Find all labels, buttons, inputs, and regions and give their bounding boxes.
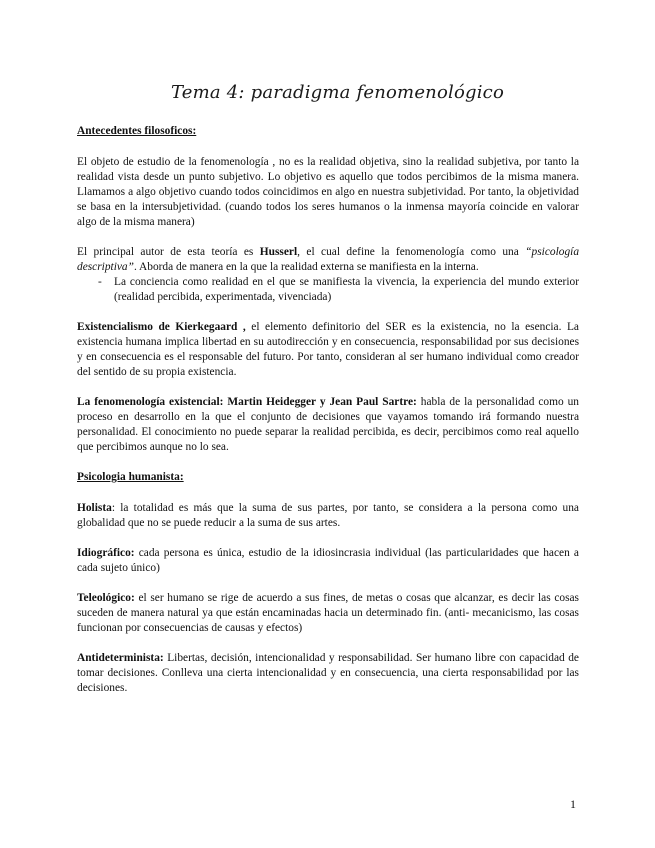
paragraph-husserl (77, 245, 579, 275)
term-text: cada persona es única, estudio de la idiosincrasia individual (las particularidades que hacen a cada sujeto único) (77, 547, 579, 574)
term-bold: Idiográfico: (77, 547, 135, 559)
paragraph-teleologico (77, 591, 579, 636)
document-body (77, 124, 579, 711)
term-bold: Antideterminista: (77, 652, 164, 664)
section-heading-psicologia-humanista: Psicologia humanista: (77, 471, 184, 483)
paragraph-fenomenologia-existencial-text: habla de la personalidad como un proceso en desarrollo en la que el conjunto de decisiones que vayamos tomando irá formando nuestra personalidad. El conocimiento no puede separar la realidad percibida, es decir, percibimos como real aquello que percibimos aunque no lo sea. (77, 396, 579, 453)
paragraph-husserl-text-c: . Aborda de manera en la que la realidad externa se manifiesta en la interna. (133, 261, 479, 273)
term-text: Libertas, decisión, intencionalidad y responsabilidad. Ser humano libre con capacidad de tomar decisiones. Conlleva una cierta intencionalidad y en consecuencia, una cierta responsabilidad por las decisiones. (77, 652, 579, 694)
paragraph-husserl-text-a: El principal autor de esta teoría es (77, 246, 260, 258)
fenomenologia-existencial-bold: La fenomenología existencial: Martin Heidegger y Jean Paul Sartre: (77, 396, 417, 408)
husserl-bold: Husserl (259, 246, 298, 258)
bullet-list (77, 275, 579, 305)
paragraph-holista (77, 501, 579, 531)
bullet-text: La conciencia como realidad en el que se manifiesta la vivencia, la experiencia del mundo exterior (realidad percibida, experimentada, vivenciada) (114, 276, 579, 303)
section-heading-antecedentes: Antecedentes filosoficos: (77, 125, 197, 137)
paragraph-husserl-text-b: , el cual define la fenomenología como una (297, 246, 526, 258)
bullet-dash: - (98, 276, 102, 288)
page-number: 1 (570, 797, 576, 811)
paragraph-antideterminista (77, 651, 579, 696)
paragraph-fenomenologia-existencial (77, 395, 579, 455)
psicologia-descriptiva-italic: “psicología descriptiva” (77, 246, 580, 273)
kierkegaard-bold: Existencialismo de Kierkegaard , (77, 321, 246, 333)
term-text: el ser humano se rige de acuerdo a sus fines, de metas o cosas que alcanzar, es decir las cosas suceden de manera natural ya que están encaminadas hacia un determinado fin. (anti- mecanicismo, las cosas funcionan por consecuencias de causas y efectos) (77, 592, 579, 634)
list-item (77, 275, 579, 305)
paragraph-objeto-estudio: El objeto de estudio de la fenomenología , no es la realidad objetiva, sino la realidad subjetiva, por tanto la realidad vista desde un punto subjetivo. Lo objetivo es aquello que todos percibimos de la misma manera. Llamamos a algo objetivo cuando todos coincidimos en algo en nuestra subjetividad. Por tanto, la objetividad se basa en la intersubjetividad. (cuando todos los seres humanos o la inmensa mayoría coincide en valorar algo de la misma manera) (77, 156, 579, 228)
paragraph-kierkegaard (77, 320, 579, 380)
paragraph-idiografico (77, 546, 579, 576)
page-title: Tema 4: paradigma fenomenológico (170, 82, 505, 103)
term-bold: Teleológico: (77, 592, 135, 604)
term-text: : la totalidad es más que la suma de sus partes, por tanto, se considera a la persona como una globalidad que no se puede reducir a la suma de sus artes. (77, 502, 579, 529)
term-bold: Holista (77, 502, 112, 514)
paragraph-kierkegaard-text: el elemento definitorio del SER es la existencia, no la esencia. La existencia humana implica libertad en su autodirección y en consecuencia, responsabilidad por sus decisiones y en consecuencia es el responsable del futuro. Por tanto, consideran al ser humano individual como creador del sentido de su propia existencia. (77, 321, 579, 378)
